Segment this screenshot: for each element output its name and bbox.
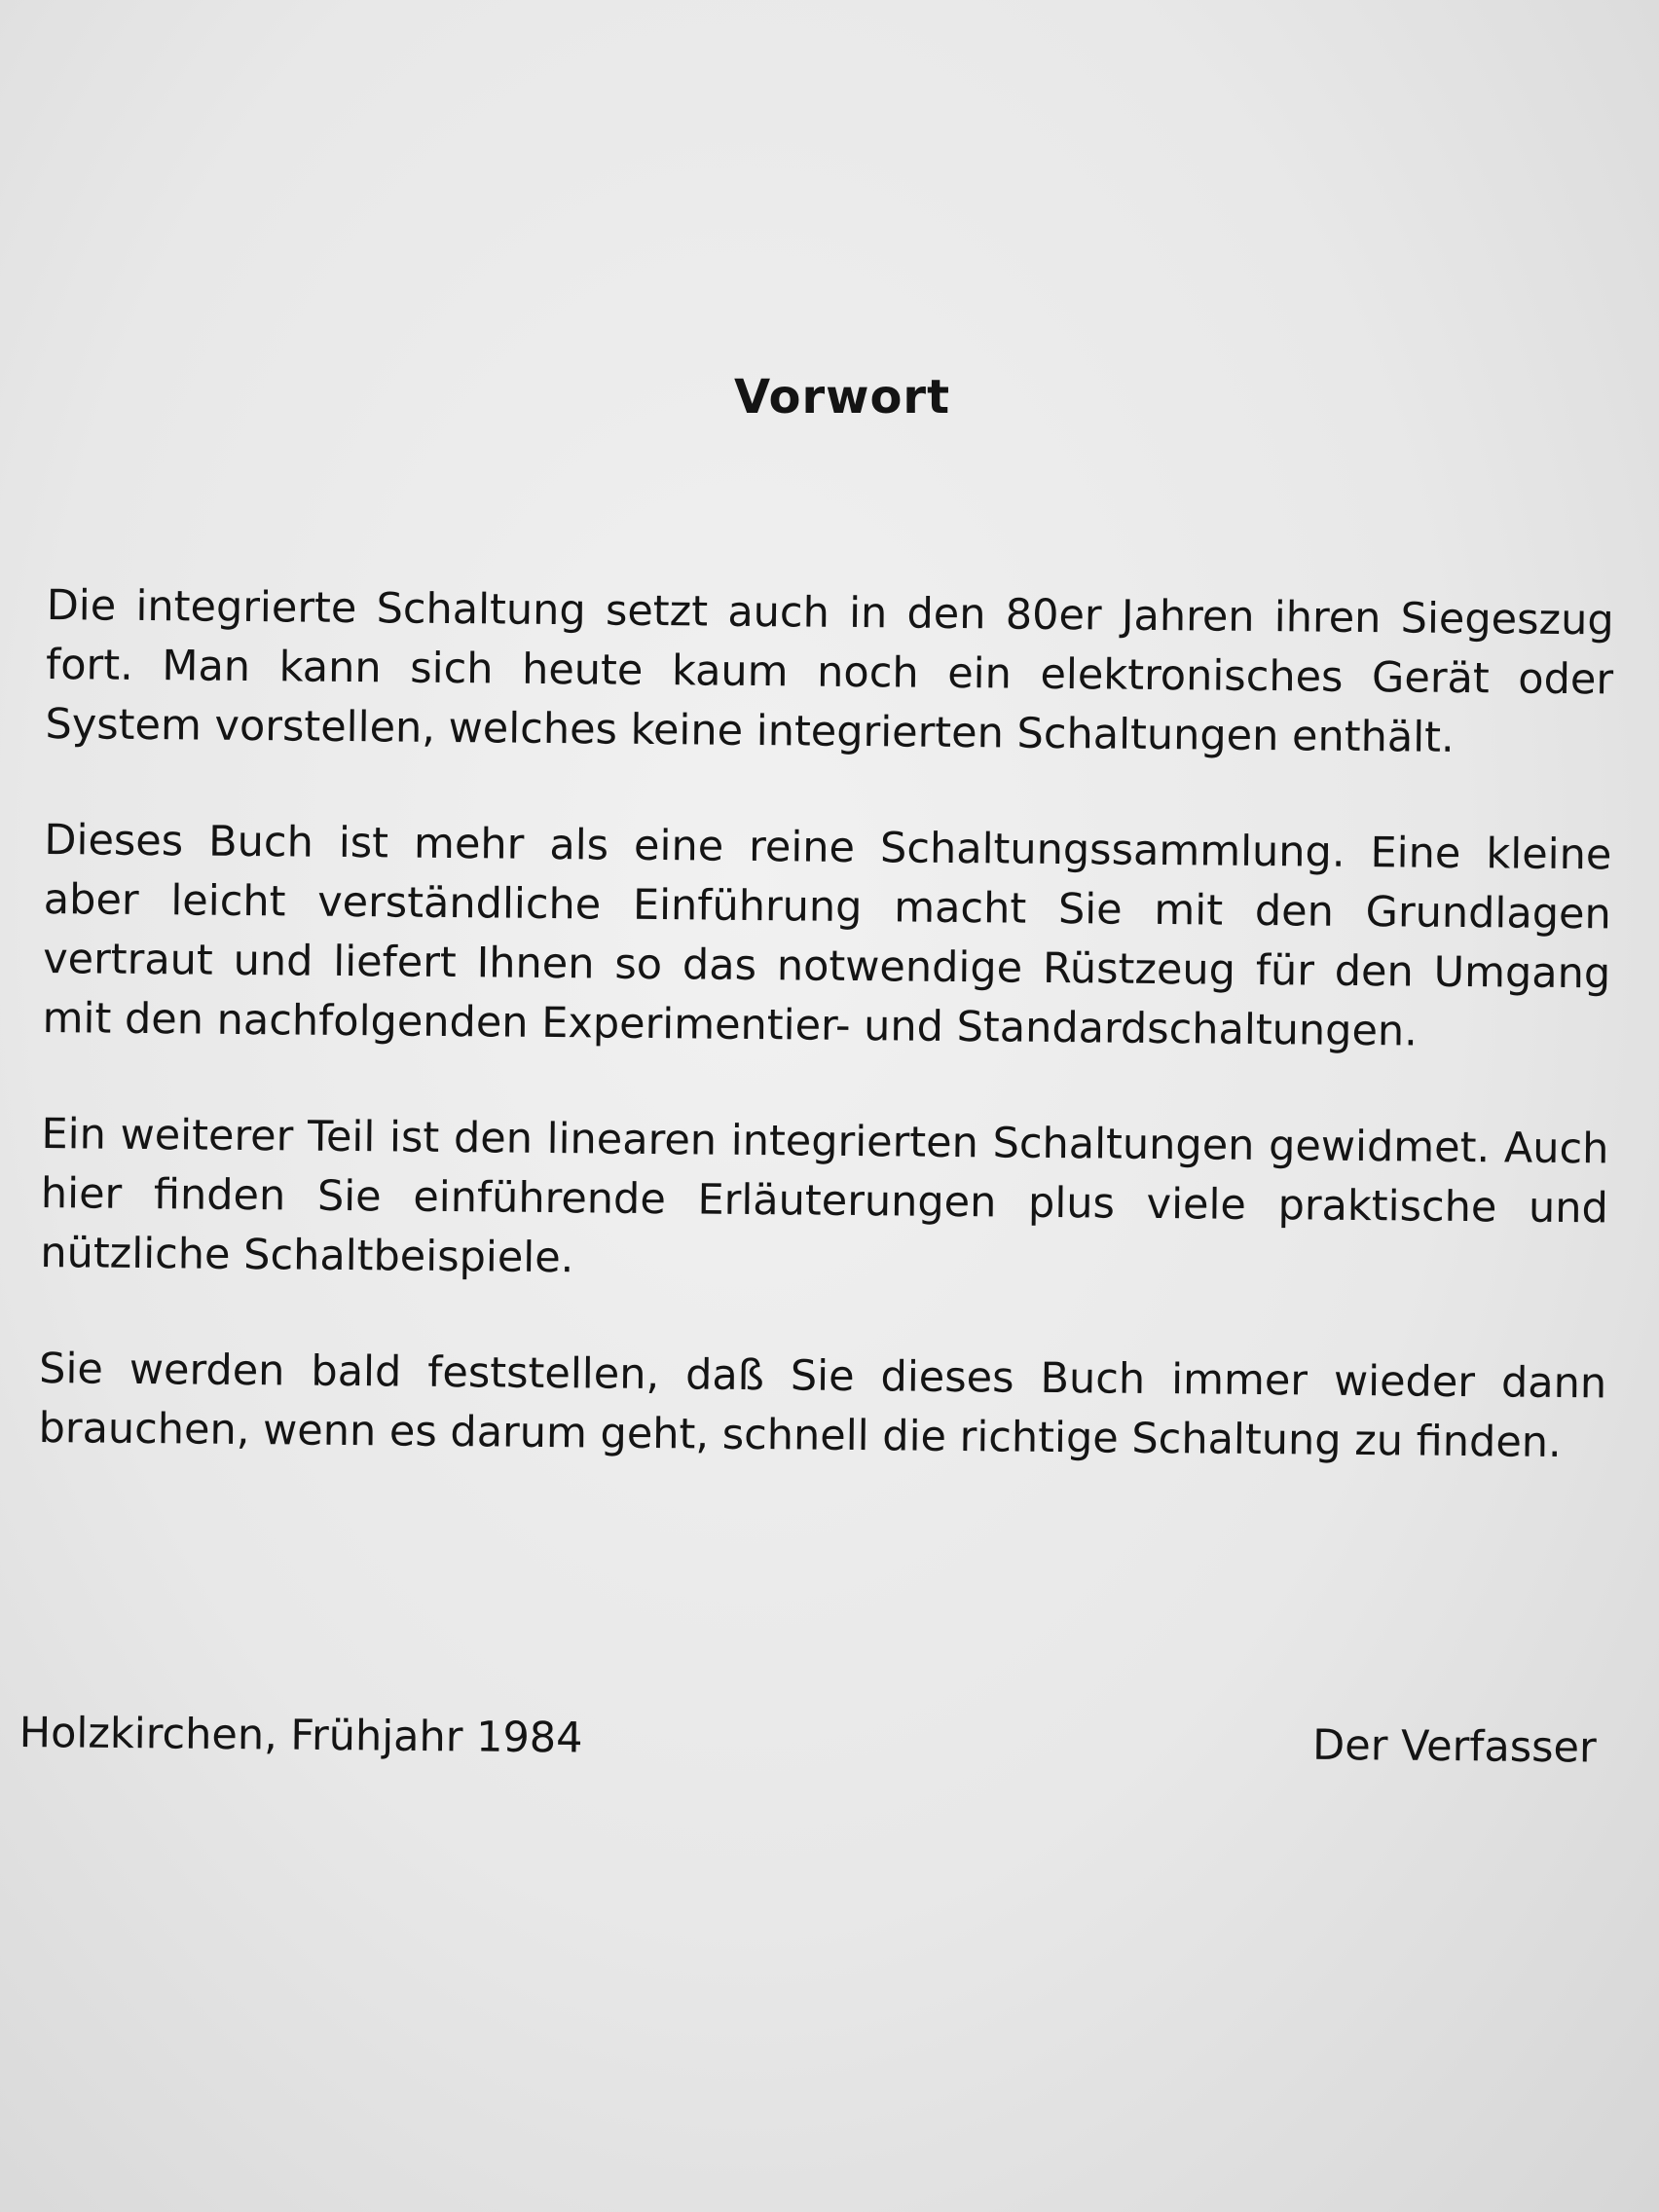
paragraph-2: Dieses Buch ist mehr als eine reine Schaltungssammlung. Eine kleine aber leicht verständliche Einführung macht Sie mit den Grundlagen vertraut und liefert Ihnen so das notwendige Rüstzeug für den Umgang mit den nachfolgenden Experimentier- und Standardschaltungen. [42,815,1612,1056]
paragraph-1: Die integrierte Schaltung setzt auch in den 80er Jahren ihren Siegeszug fort. Man kann sich heute kaum noch ein elektronisches Gerät oder System vorstellen, welches keine integrierten Schaltungen enthält. [45,580,1614,762]
place-date: Holzkirchen, Frühjahr 1984 [18,1709,583,1763]
foreword-body [38,576,1614,1530]
paragraph-3: Ein weiterer Teil ist den linearen integrierten Schaltungen gewidmet. Auch hier finden Sie einführende Erläuterungen plus viele praktische und nützliche Schaltbeispiele. [40,1109,1609,1283]
paragraph-4: Sie werden bald feststellen, daß Sie dieses Buch immer wieder dann brauchen, wenn es darum geht, schnell die richtige Schaltung zu finden. [38,1344,1607,1467]
page-title: Vorwort [733,370,951,424]
author-signature: Der Verfasser [1311,1720,1597,1773]
signoff [18,1709,1597,1792]
